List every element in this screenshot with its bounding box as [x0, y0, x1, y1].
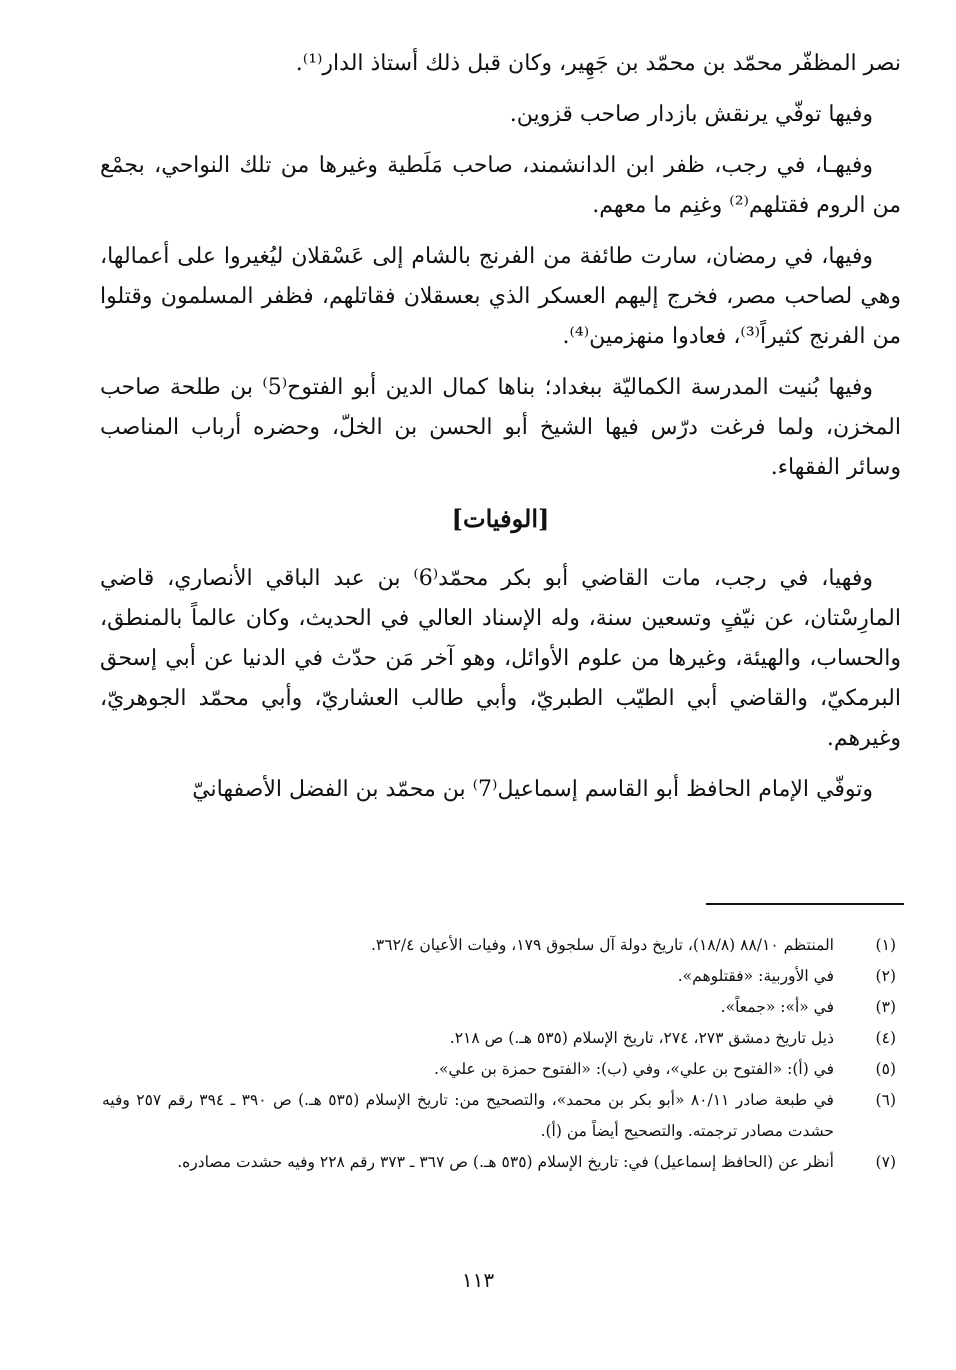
footnote: [102, 1085, 896, 1147]
death-paragraph-2: وتوفّي الإمام الحافظ أبو القاسم إسماعيل⁽7⁾ بن محمّد بن الفضل الأصفهانيّ: [192, 777, 873, 802]
footnote-divider: [706, 903, 904, 905]
footnote: [102, 1023, 896, 1054]
paragraph-5: وفيها بُنيت المدرسة الكماليّة ببغداد؛ بناها كمال الدين أبو الفتوح⁽5⁾ بن طلحة صاحب المخزن، ولما فرغت درّس فيها الشيخ أبو الحسن بن الخلّ، وحضره أرباب المناصب وسائر الفقهاء.: [100, 375, 901, 480]
paragraph-4: وفيها، في رمضان، سارت طائفة من الفرنج بالشام إلى عَسْقلان ليُغيروا على أعمالها، وهي لصاحب مصر، فخرج إليهم العسكر الذي بعسقلان فقاتلهم، فظفر المسلمون وقتلوا من الفرنج كثيراً⁽³⁾، فعادوا منهزمين⁽⁴⁾.: [100, 244, 901, 349]
footnote-number: (١): [875, 936, 896, 954]
paragraph-2: وفيها توفّي يرنقش بازدار صاحب قزوين.: [509, 102, 873, 127]
footnote: [102, 930, 896, 961]
footnote-number: (٧): [875, 1153, 896, 1171]
footnote-number: (٢): [875, 967, 896, 985]
footnote-text: في الأوربية: «فقتلوهم».: [677, 967, 834, 985]
footnote-text: في طبعة صادر ٨٠/١١ «أبو بكر بن محمد»، والتصحيح من: تاريخ الإسلام (٥٣٥ هـ.) ص ٣٩٠ ـ ٣٩٤ رقم ٢٥٧ وفيه حشدت مصادر ترجمته. والتصحيح أيضاً من (أ).: [102, 1091, 834, 1140]
page-number: ١١٣: [461, 1268, 495, 1292]
footnote-number: (٥): [875, 1060, 896, 1078]
footnote-text: ذيل تاريخ دمشق ٢٧٣، ٢٧٤، تاريخ الإسلام (٥٣٥ هـ.) ص ٢١٨.: [449, 1029, 834, 1047]
footnote-number: (٦): [875, 1091, 896, 1109]
footnotes: [102, 930, 896, 1178]
paragraph-1: نصر المظفّر محمّد بن محمّد بن جَهِير، وكان قبل ذلك أستاذ الدار⁽¹⁾.: [295, 51, 901, 76]
footnote-text: في (أ): «الفتوح بن علي»، وفي (ب): «الفتوح حمزة بن علي».: [434, 1060, 834, 1078]
footnote-number: (٣): [875, 998, 896, 1016]
footnote-number: (٤): [875, 1029, 896, 1047]
section-heading: [الوفيات]: [451, 504, 550, 533]
footnote: [102, 1054, 896, 1085]
main-text: [100, 44, 901, 821]
footnote-text: أنظر عن (الحافظ إسماعيل) في: تاريخ الإسلام (٥٣٥ هـ.) ص ٣٦٧ ـ ٣٧٣ رقم ٢٢٨ وفيه حشدت مصادره.: [177, 1153, 834, 1171]
paragraph-3: وفيهـا، في رجب، ظفر ابن الدانشمند، صاحب مَلَطية وغيرها من تلك النواحي، بجمْع من الروم فقتلهم⁽²⁾ وغنِم ما معهم.: [100, 153, 901, 218]
footnote: [102, 1147, 896, 1178]
footnote-text: في «أ»: «جمعاً».: [720, 998, 834, 1016]
footnote: [102, 961, 896, 992]
footnote-text: المنتظم ٨٨/١٠ (١٨/٨)، تاريخ دولة آل سلجوق ١٧٩، وفيات الأعيان ٣٦٢/٤.: [370, 936, 834, 954]
death-paragraph-1: وفهيا، في رجب، مات القاضي أبو بكر محمّد⁽6⁾ بن عبد الباقي الأنصاري، قاضي المارِسْتان، عن نيّفٍ وتسعين سنة، وله الإسناد العالي في الحديث، وكان عالماً بالمنطق، والحساب، والهيئة، وغيرها من علوم الأوائل، وهو آخر مَن حدّث في الدنيا عن أبي إسحق البرمكيّ، والقاضي أبي الطيّب الطبريّ، وأبي طالب العشاريّ، وأبي محمّد الجوهريّ، وغيرهم.: [100, 566, 901, 751]
footnote: [102, 992, 896, 1023]
